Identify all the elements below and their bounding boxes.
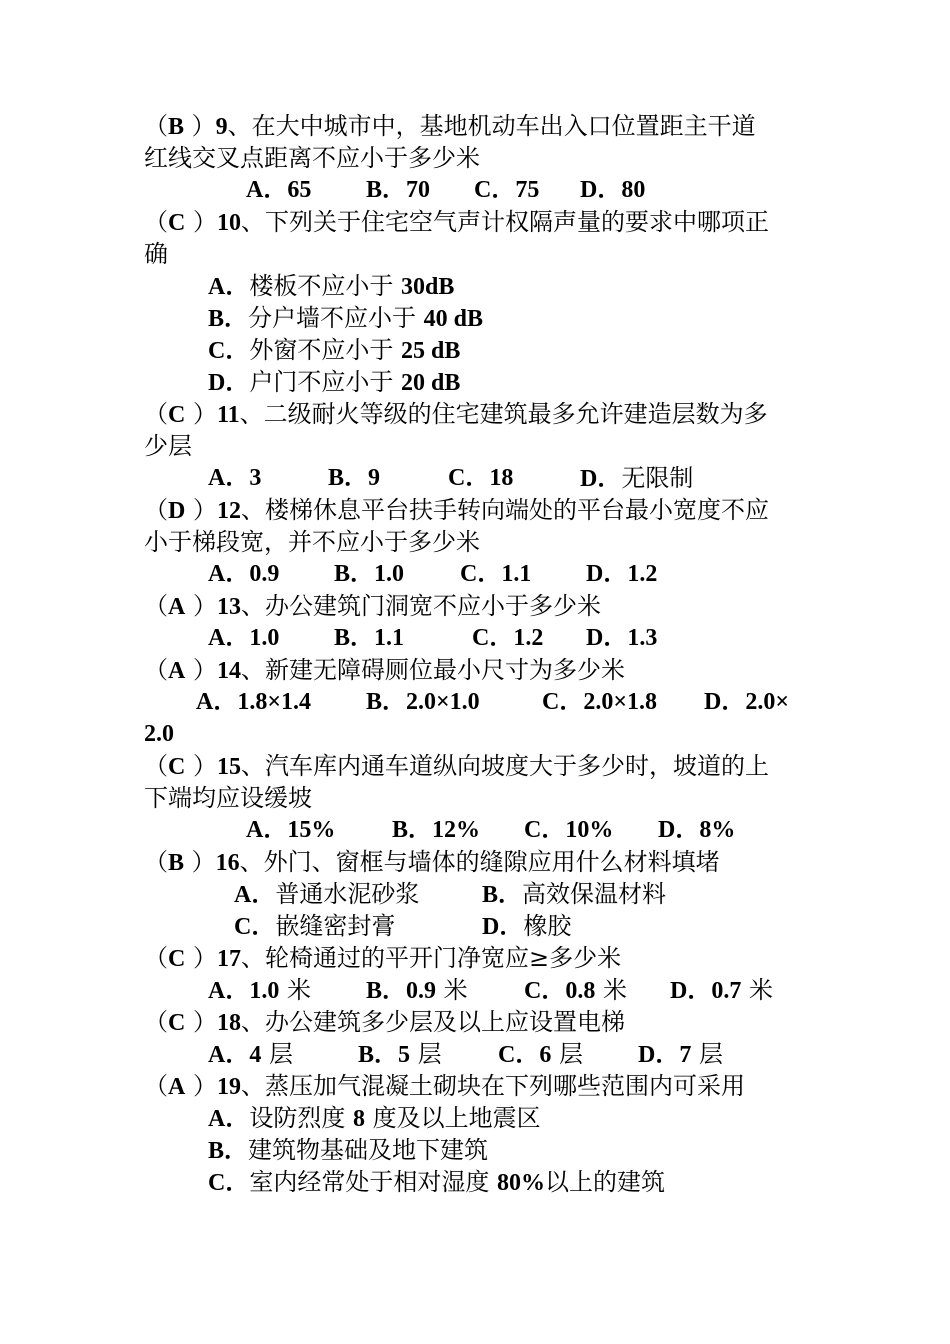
q11-option-b: B．9 <box>328 465 381 491</box>
answer-17: C <box>168 946 186 972</box>
question-text-13a: 、办公建筑门洞宽不应小于多少米 <box>240 592 601 620</box>
question-text-15a: 、汽车库内通车道纵向坡度大于多少时，坡道的上 <box>240 752 769 780</box>
q15-option-b: B．12% <box>392 817 481 843</box>
q14-option-d-cont: 2.0 <box>144 721 174 747</box>
q17-option-d: D．0.7 米 <box>670 976 773 1004</box>
q10-option-d: D．户门不应小于 20 dB <box>208 368 461 396</box>
q18-option-c: C．6 层 <box>498 1040 583 1068</box>
answer-10: C <box>168 210 186 236</box>
question-15-line2 <box>144 782 312 814</box>
q19-option-a: A．设防烈度 8 度及以上地震区 <box>208 1104 541 1132</box>
question-14-line1: （A ）14、新建无障碍厕位最小尺寸为多少米 <box>144 656 625 684</box>
question-17-line1: （C ）17、轮椅通过的平开门净宽应≥多少米 <box>144 944 622 972</box>
q16-option-a: A．普通水泥砂浆 <box>234 880 420 908</box>
question-text-10b: 确 <box>144 240 168 268</box>
q9-option-a: A．65 <box>246 177 312 203</box>
question-9-line2 <box>144 142 480 174</box>
answer-11: C <box>168 402 186 428</box>
answer-12: D <box>168 498 186 524</box>
q18-option-a: A．4 层 <box>208 1040 293 1068</box>
q19-option-b: B．建筑物基础及地下建筑 <box>208 1136 489 1164</box>
question-text-11a: 、二级耐火等级的住宅建筑最多允许建造层数为多 <box>239 400 768 428</box>
question-19-line1: （A ）19、蒸压加气混凝土砌块在下列哪些范围内可采用 <box>144 1072 745 1100</box>
q16-option-c: C．嵌缝密封膏 <box>234 912 396 940</box>
answer-14: A <box>168 658 186 684</box>
q12-option-c: C．1.1 <box>460 561 532 587</box>
question-text-9b: 红线交叉点距离不应小于多少米 <box>144 144 480 172</box>
question-12-line2 <box>144 526 480 558</box>
question-text-15b: 下端均应设缓坡 <box>144 784 312 812</box>
question-18-line1: （C ）18、办公建筑多少层及以上应设置电梯 <box>144 1008 625 1036</box>
question-16-line1: （B ）16、外门、窗框与墙体的缝隙应用什么材料填堵 <box>144 848 720 876</box>
question-10-line1: （C ）10、下列关于住宅空气声计权隔声量的要求中哪项正 <box>144 208 769 236</box>
question-number-11: 11 <box>216 402 240 428</box>
q15-option-a: A．15% <box>246 817 336 843</box>
question-12-line1: （D ）12、楼梯休息平台扶手转向端处的平台最小宽度不应 <box>144 496 769 524</box>
question-number-14: 14 <box>216 658 241 684</box>
q10-option-a: A．楼板不应小于 30dB <box>208 272 455 300</box>
question-number-16: 16 <box>215 850 240 876</box>
q13-option-a: A．1.0 <box>208 625 280 651</box>
q15-option-d: D．8% <box>658 817 736 843</box>
q14-option-d: D．2.0× <box>704 689 790 715</box>
q13-option-c: C．1.2 <box>472 625 544 651</box>
q18-option-d: D．7 层 <box>638 1040 723 1068</box>
q9-option-d: D．80 <box>580 177 646 203</box>
question-number-15: 15 <box>216 754 241 780</box>
q12-option-b: B．1.0 <box>334 561 405 587</box>
q10-option-b: B．分户墙不应小于 40 dB <box>208 304 484 332</box>
question-text-12b: 小于梯段宽，并不应小于多少米 <box>144 528 480 556</box>
question-number-19: 19 <box>216 1074 241 1100</box>
question-text-12a: 、楼梯休息平台扶手转向端处的平台最小宽度不应 <box>240 496 769 524</box>
question-text-9a: 、在大中城市中，基地机动车出入口位置距主干道 <box>227 112 756 140</box>
question-number-12: 12 <box>216 498 241 524</box>
q16-option-b: B．高效保温材料 <box>482 880 667 908</box>
question-text-19a: 、蒸压加气混凝土砌块在下列哪些范围内可采用 <box>240 1072 745 1100</box>
answer-16: B <box>168 850 185 876</box>
q14-option-b: B．2.0×1.0 <box>366 689 480 715</box>
question-15-line1: （C ）15、汽车库内通车道纵向坡度大于多少时，坡道的上 <box>144 752 769 780</box>
answer-9: B <box>168 114 185 140</box>
question-text-18a: 、办公建筑多少层及以上应设置电梯 <box>240 1008 625 1036</box>
question-text-11b: 少层 <box>144 432 192 460</box>
question-number-10: 10 <box>216 210 241 236</box>
q14-option-a: A．1.8×1.4 <box>196 689 312 715</box>
question-text-10a: 、下列关于住宅空气声计权隔声量的要求中哪项正 <box>240 208 769 236</box>
q17-option-b: B．0.9 米 <box>366 976 468 1004</box>
q17-option-a: A．1.0 米 <box>208 976 311 1004</box>
question-text-16a: 、外门、窗框与墙体的缝隙应用什么材料填堵 <box>239 848 720 876</box>
question-11-line1: （C ）11、二级耐火等级的住宅建筑最多允许建造层数为多 <box>144 400 768 428</box>
question-11-line2 <box>144 430 192 462</box>
q16-option-d: D．橡胶 <box>482 912 572 940</box>
q11-option-c: C．18 <box>448 465 514 491</box>
answer-19: A <box>168 1074 186 1100</box>
q11-option-d: D．无限制 <box>580 464 694 492</box>
q9-option-b: B．70 <box>366 177 431 203</box>
question-number-18: 18 <box>216 1010 241 1036</box>
question-13-line1: （A ）13、办公建筑门洞宽不应小于多少米 <box>144 592 601 620</box>
question-number-13: 13 <box>216 594 241 620</box>
q13-option-d: D．1.3 <box>586 625 658 651</box>
answer-15: C <box>168 754 186 780</box>
answer-13: A <box>168 594 186 620</box>
q10-option-c: C．外窗不应小于 25 dB <box>208 336 461 364</box>
question-text-17a: 、轮椅通过的平开门净宽应≥多少米 <box>240 944 622 972</box>
q14-option-c: C．2.0×1.8 <box>542 689 658 715</box>
answer-18: C <box>168 1010 186 1036</box>
q9-option-c: C．75 <box>474 177 540 203</box>
question-9-line1: （B ）9、在大中城市中，基地机动车出入口位置距主干道 <box>144 112 756 140</box>
q11-option-a: A．3 <box>208 465 262 491</box>
q12-option-d: D．1.2 <box>586 561 658 587</box>
q18-option-b: B．5 层 <box>358 1040 442 1068</box>
q12-option-a: A．0.9 <box>208 561 280 587</box>
q15-option-c: C．10% <box>524 817 614 843</box>
q19-option-c: C．室内经常处于相对湿度 80%以上的建筑 <box>208 1168 665 1196</box>
question-number-17: 17 <box>216 946 241 972</box>
q13-option-b: B．1.1 <box>334 625 405 651</box>
q17-option-c: C．0.8 米 <box>524 976 627 1004</box>
question-text-14a: 、新建无障碍厕位最小尺寸为多少米 <box>240 656 625 684</box>
question-number-9: 9 <box>215 114 228 140</box>
question-10-line2 <box>144 238 168 270</box>
